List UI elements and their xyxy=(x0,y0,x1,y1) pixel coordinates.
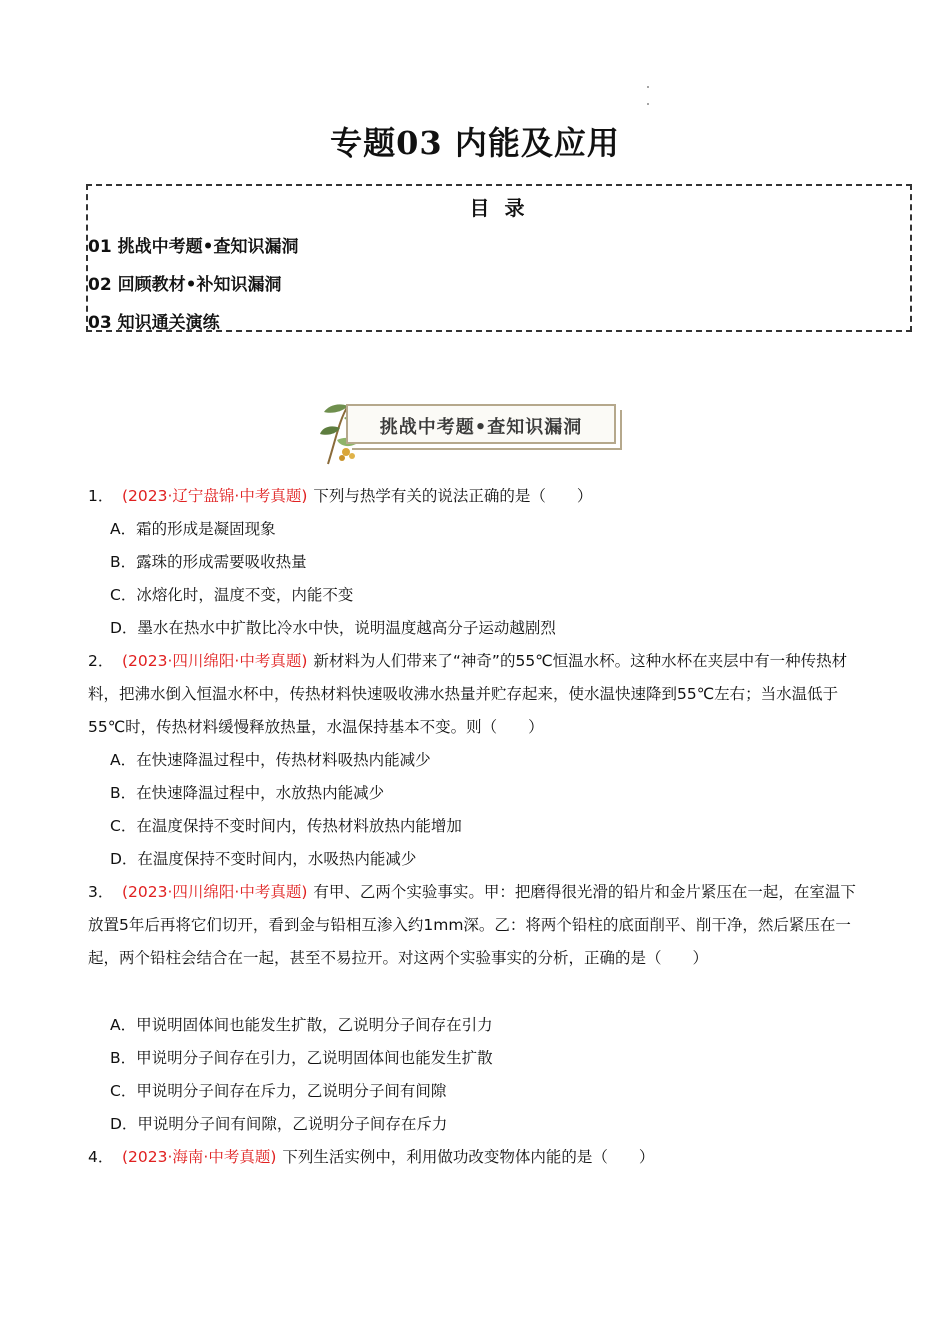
question-number: 1． xyxy=(88,487,114,505)
page-title: 专题03 内能及应用 xyxy=(330,124,620,162)
header-marks xyxy=(646,84,650,106)
option-3a: A．甲说明固体间也能发生扩散，乙说明分子间存在引力 xyxy=(110,1016,493,1034)
toc-item-3[interactable]: 03 知识通关演练 xyxy=(88,313,220,333)
question-stem: 新材料为人们带来了“神奇”的55℃恒温水杯。这种水杯在夹层中有一种传热材料，把沸水倒入恒温水杯中，传热材料快速吸收沸水热量并贮存起来，使水温快速降到55℃左右；当水温低于55℃时，传热材料缓慢释放热量，水温保持基本不变。则（ ） xyxy=(88,652,848,736)
question-source: (2023·辽宁盘锦·中考真题) xyxy=(122,487,308,505)
option-2b: B．在快速降温过程中，水放热内能减少 xyxy=(110,784,385,802)
question-number: 4． xyxy=(88,1148,114,1166)
toc-item-2[interactable]: 02 回顾教材•补知识漏洞 xyxy=(88,275,282,295)
question-source: (2023·四川绵阳·中考真题) xyxy=(122,883,308,901)
option-2a: A．在快速降温过程中，传热材料吸热内能减少 xyxy=(110,751,431,769)
section-banner xyxy=(318,398,628,470)
table-of-contents xyxy=(86,184,912,332)
option-1c: C．冰熔化时，温度不变，内能不变 xyxy=(110,586,354,604)
question-source: (2023·四川绵阳·中考真题) xyxy=(122,652,308,670)
option-1b: B．露珠的形成需要吸收热量 xyxy=(110,553,307,571)
question-4 xyxy=(88,1141,868,1174)
option-3c: C．甲说明分子间存在斥力，乙说明分子间有间隙 xyxy=(110,1082,447,1100)
question-number: 3． xyxy=(88,883,114,901)
option-3d: D．甲说明分子间有间隙，乙说明分子间存在斥力 xyxy=(110,1115,448,1133)
option-1a: A．霜的形成是凝固现象 xyxy=(110,520,276,538)
option-1d: D．墨水在热水中扩散比冷水中快，说明温度越高分子运动越剧烈 xyxy=(110,619,556,637)
question-number: 2． xyxy=(88,652,114,670)
question-1 xyxy=(88,480,868,513)
toc-item-1[interactable]: 01 挑战中考题•查知识漏洞 xyxy=(88,237,299,257)
option-3b: B．甲说明分子间存在引力，乙说明固体间也能发生扩散 xyxy=(110,1049,493,1067)
question-stem: 下列与热学有关的说法正确的是（ ） xyxy=(313,487,593,505)
question-3 xyxy=(88,876,868,975)
toc-heading: 目 录 xyxy=(469,196,529,220)
option-2d: D．在温度保持不变时间内，水吸热内能减少 xyxy=(110,850,417,868)
question-2 xyxy=(88,645,868,744)
banner-box xyxy=(346,404,616,444)
question-stem: 下列生活实例中，利用做功改变物体内能的是（ ） xyxy=(282,1148,655,1166)
banner-title: 挑战中考题•查知识漏洞 xyxy=(379,417,583,438)
question-source: (2023·海南·中考真题) xyxy=(122,1148,277,1166)
question-stem: 有甲、乙两个实验事实。甲：把磨得很光滑的铅片和金片紧压在一起，在室温下放置5年后再将它们切开，看到金与铅相互渗入约1mm深。乙：将两个铅柱的底面削平、削干净，然后紧压在一起，两个铅柱会结合在一起，甚至不易拉开。对这两个实验事实的分析，正确的是（ ） xyxy=(88,883,856,967)
option-2c: C．在温度保持不变时间内，传热材料放热内能增加 xyxy=(110,817,462,835)
